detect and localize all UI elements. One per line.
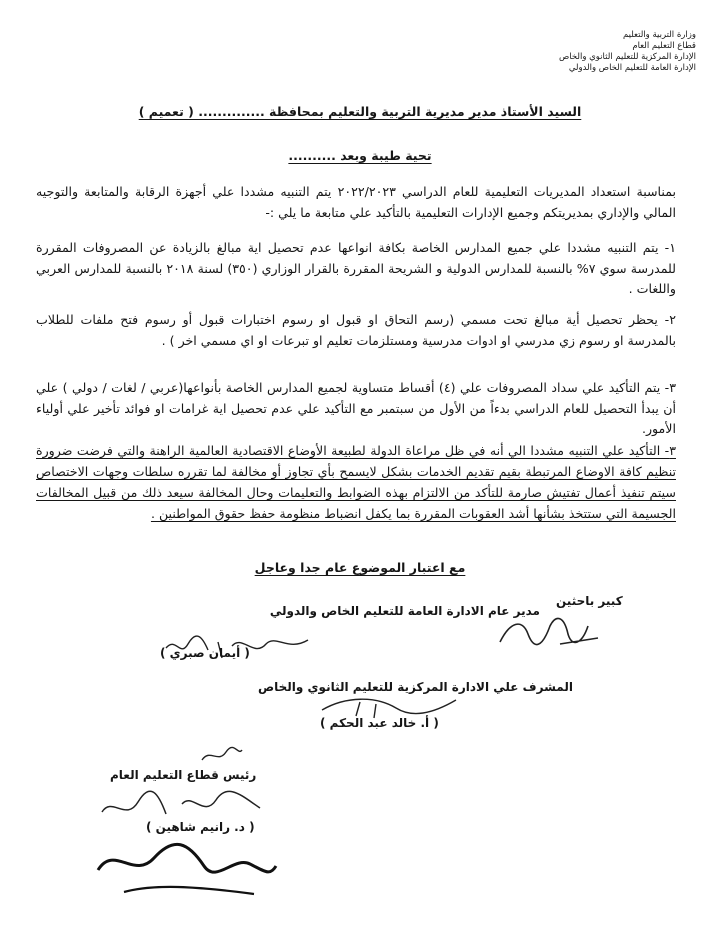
intro-paragraph: بمناسبة استعداد المديريات التعليمية للعام الدراسي ٢٠٢٢/٢٠٢٣ يتم التنبيه مشددا علي أجهزة الرقابة والمتابعة والتوجيه المالي والإداري بمديريتكم وجميع الإدارات التعليمية بالتأكيد علي متابعة ما يلي :- (36, 184, 676, 220)
reviewer-label: كبير باحثين (556, 594, 623, 608)
item-4-paragraph: ٣- التأكيد علي التنبيه مشددا الي أنه في ظل مراعاة الدولة لطبيعة الأوضاع الاقتصادية العالمية الراهنة والتي فرضت ضرورة تنظيم كافة الاوضاع المرتبطة بقيم تقديم الخدمات بشكل لايسمح بأي تجاوز أو مخالفة لما تقرره سلطات وجهات الاختصاص سيتم تنفيذ أعمال تفتيش صارمة للتأكد من الالتزام بهذه الضوابط والتعليمات وحال المخالفة سيعد ذلك من قبيل المخالفات الجسيمة التي ستتخذ بشأنها أشد العقوبات المقررة بما يكفل انضباط منظومة حفظ حقوق المواطنين . (36, 443, 676, 521)
header-line: قطاع التعليم العام (632, 41, 696, 51)
header-line: وزارة التربية والتعليم (623, 30, 696, 40)
supervisor-title: المشرف علي الادارة المركزية للتعليم الثانوي والخاص (258, 680, 573, 694)
addressee-line: السيد الأستاذ مدير مديرية التربية والتعليم بمحافظة .............. ( تعميم ) (138, 104, 582, 119)
ministry-header (426, 30, 696, 74)
director-title: مدير عام الادارة العامة للتعليم الخاص والدولي (269, 604, 540, 618)
header-line: الإدارة المركزية للتعليم الثانوي والخاص (559, 52, 696, 62)
header-line: الإدارة العامة للتعليم الخاص والدولي (568, 63, 696, 73)
item-3-paragraph: ٣- يتم التأكيد علي سداد المصروفات علي (٤) أقساط متساوية لجميع المدارس الخاصة بأنواعها(عربي / لغات / دولي ) علي أن يبدأ التحصيل للعام الدراسي بدءاً من الأول من سبتمبر مع التأكيد علي عدم تحصيل اية غرامات او فوائد تأخير علي أولياء الأمور. (36, 380, 676, 436)
official-stamp (84, 836, 284, 910)
item-2-paragraph: ٢- يحظر تحصيل أية مبالغ تحت مسمي (رسم التحاق او قبول او رسوم اختبارات قبول أو رسوم فتح ملفات للطلاب بالمدرسة او رسوم زي مدرسي او ادوات مدرسية ومستلزمات تعليم او تبرعات او اي مسمي اخر ) . (36, 312, 676, 348)
item-1-paragraph: ١- يتم التنبيه مشددا علي جميع المدارس الخاصة بكافة انواعها عدم تحصيل اية مبالغ بالزيادة عن المصروفات المقررة للمدرسة سوي ٧% بالنسبة للمدارس الدولية و الشريحة المقررة بالقرار الوزاري (٣٥٠) لسنة ٢٠١٨ بالنسبة للمدارس العربي واللغات . (36, 240, 676, 296)
director-name: ( أيمان صبري ) (160, 646, 250, 660)
sector-initial-mark (196, 742, 246, 768)
closing-line: مع اعتبار الموضوع عام جدا وعاجل (254, 560, 466, 575)
supervisor-name: ( أ. خالد عبد الحكم ) (320, 716, 439, 730)
greeting-line: تحية طيبة وبعد .......... (288, 148, 432, 163)
sector-title: رئيس قطاع التعليم العام (110, 768, 257, 782)
sector-name: ( د. رانيم شاهين ) (146, 820, 255, 834)
